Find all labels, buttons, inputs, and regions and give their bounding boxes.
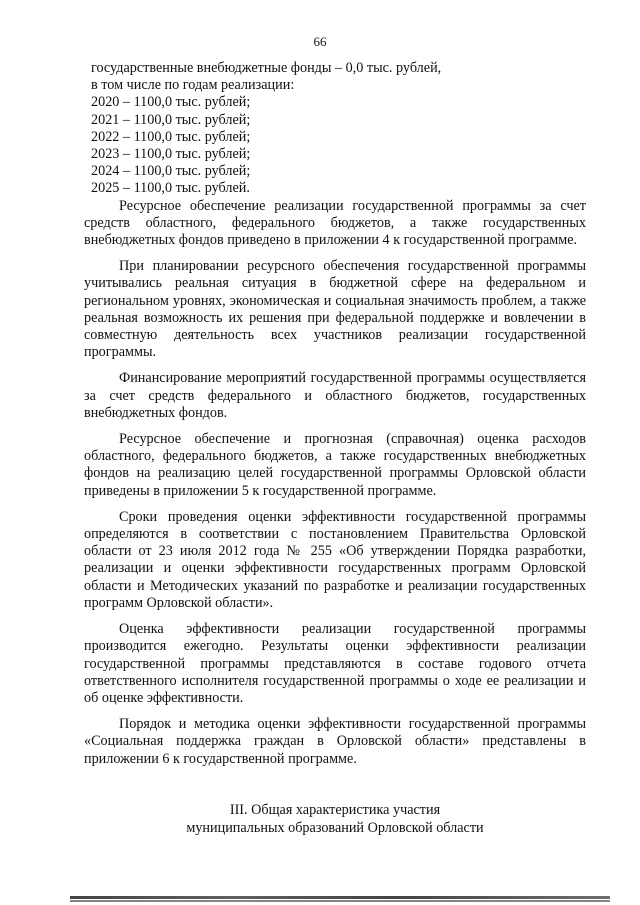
- section-heading-line-2: муниципальных образований Орловской области: [186, 820, 484, 836]
- funding-line: 2024 – 1100,0 тыс. рублей;: [91, 163, 251, 180]
- funding-line: 2021 – 1100,0 тыс. рублей;: [91, 111, 251, 128]
- funding-line: 2023 – 1100,0 тыс. рублей;: [91, 146, 251, 163]
- document-body: [84, 60, 586, 768]
- paragraph-resource-provision: Ресурсное обеспечение реализации государственной программы за счет средств областного, федерального бюджетов, а также государственных внебюджетных фондов приведено в приложении 4 к государственной программе.: [84, 197, 586, 249]
- paragraph-evaluation-terms: Сроки проведения оценки эффективности государственной программы определяются в соответствии с постановлением Правительства Орловской области от 23 июля 2012 года № 255 «Об утверждении Порядка разработки, реализации и оценки эффективности государственных программ Орловской области и Методических указаний по разработке и реализации государственных программ Орловской области».: [84, 508, 586, 611]
- funding-line: в том числе по годам реализации:: [91, 77, 295, 94]
- scan-bottom-edge-shadow: [70, 900, 610, 902]
- paragraph-evaluation-frequency: Оценка эффективности реализации государственной программы производится ежегодно. Результаты оценки эффективности реализации государственной программы представляются в составе годового отчета ответственного исполнителя государственной программы о ходе ее реализации и об оценке эффективности.: [84, 621, 586, 706]
- funding-line: государственные внебюджетные фонды – 0,0 тыс. рублей,: [91, 60, 442, 76]
- paragraph-financing: Финансирование мероприятий государственной программы осуществляется за счет средств федерального и областного бюджетов, государственных внебюджетных фондов.: [84, 370, 586, 421]
- paragraph-forecast-estimate: Ресурсное обеспечение и прогнозная (справочная) оценка расходов областного, федерального бюджетов, а также государственных внебюджетных фондов на реализацию целей государственной программы Орловской области приведены в приложении 5 к государственной программе.: [84, 431, 586, 499]
- page-number: 66: [313, 34, 327, 49]
- funding-line: 2022 – 1100,0 тыс. рублей;: [91, 128, 251, 145]
- section-heading: [84, 801, 586, 837]
- paragraph-evaluation-method: Порядок и методика оценки эффективности государственной программы «Социальная поддержка граждан в Орловской области» представлены в приложении 6 к государственной программе.: [84, 716, 586, 767]
- scan-bottom-edge: [70, 896, 610, 899]
- funding-line: 2025 – 1100,0 тыс. рублей.: [91, 180, 250, 197]
- funding-line: 2020 – 1100,0 тыс. рублей;: [91, 94, 251, 111]
- section-heading-line-1: III. Общая характеристика участия: [229, 802, 441, 818]
- paragraph-planning: При планировании ресурсного обеспечения государственной программы учитывались реальная ситуация в бюджетной сфере на федеральном и региональном уровнях, экономическая и социальная значимость проблем, а также реальная возможность их решения при федеральной поддержке и вовлечении в совместную деятельность всех участников реализации государственной программы.: [84, 258, 586, 361]
